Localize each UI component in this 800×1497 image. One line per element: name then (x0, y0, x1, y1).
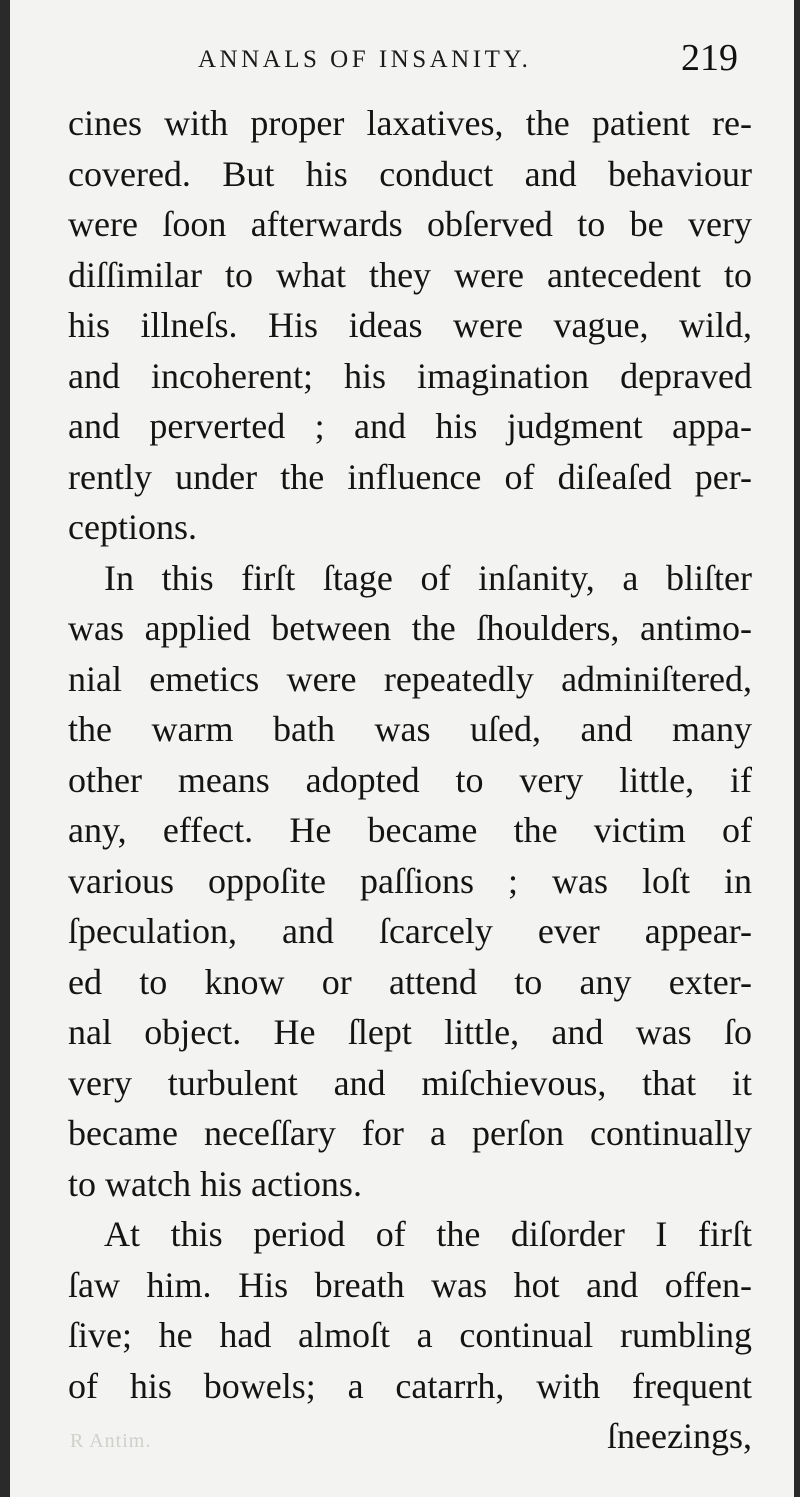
text-line: became neceſſary for a perſon continually (68, 1113, 752, 1153)
text-line: any, effect. He became the victim of (68, 810, 752, 850)
text-line: covered. But his conduct and behaviour (68, 153, 752, 194)
text-line: his illneſs. His ideas were vague, wild, (68, 305, 752, 345)
page-header (70, 37, 738, 90)
text-line: and perverted ; and his judgment appa- (68, 406, 752, 446)
text-line: rently under the influence of diſeaſed per- (68, 456, 752, 497)
text-line: diſſimilar to what they were antecedent to (68, 254, 752, 295)
text-line: cines with proper laxatives, the patient re- (68, 103, 752, 143)
text-line: At this period of the diſorder I firſt (104, 1214, 752, 1254)
book-page (10, 0, 794, 1497)
body-text (68, 98, 752, 1462)
text-line: was applied between the ſhoulders, antimo- (68, 608, 752, 648)
text-line: the warm bath was uſed, and many (68, 709, 752, 749)
catchword: ſneezings, (607, 1416, 752, 1456)
running-title: ANNALS OF INSANITY. (198, 46, 532, 73)
text-line: nal object. He ſlept little, and was ſo (68, 1012, 752, 1052)
text-line: ſpeculation, and ſcarcely ever appear- (68, 911, 752, 951)
text-line: and incoherent; his imagination depraved (68, 355, 752, 396)
text-line: ceptions. (68, 507, 197, 547)
text-line: of his bowels; a catarrh, with frequent (68, 1365, 752, 1406)
text-line: other means adopted to very little, if (68, 759, 752, 800)
text-line: ed to know or attend to any exter- (68, 961, 752, 1002)
text-line: very turbulent and miſchievous, that it (68, 1062, 752, 1103)
text-line: ſaw him. His breath was hot and offen- (68, 1264, 752, 1305)
bleed-through-text: R Antim. (70, 1430, 152, 1452)
page-number: 219 (681, 37, 738, 79)
text-line: were ſoon afterwards obſerved to be very (68, 204, 752, 244)
text-line: In this firſt ſtage of inſanity, a bliſter (104, 557, 752, 598)
text-line: various oppoſite paſſions ; was loſt in (68, 860, 752, 901)
text-line: nial emetics were repeatedly adminiſtered, (68, 658, 752, 699)
text-line: ſive; he had almoſt a continual rumbling (68, 1315, 752, 1355)
text-line: to watch his actions. (68, 1163, 362, 1204)
